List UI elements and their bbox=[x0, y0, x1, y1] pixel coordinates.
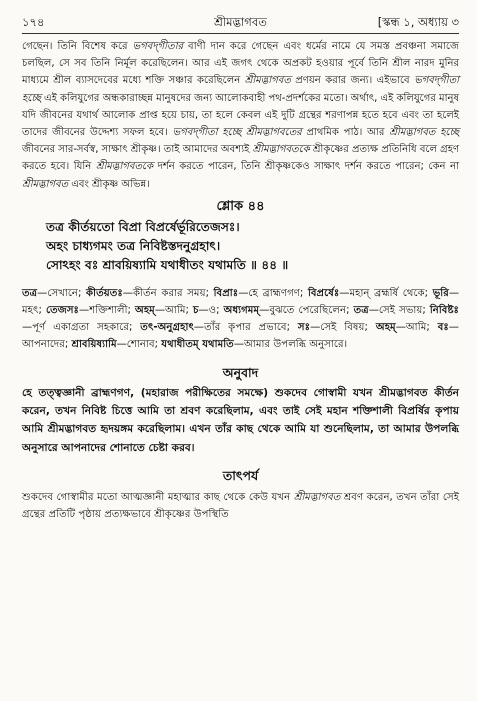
verse-line: অহং চাধ্যগমং তত্র নিবিষ্টস্তদনুগ্রহাৎ। bbox=[46, 238, 221, 253]
synonym-word: তত্র bbox=[22, 287, 38, 299]
sloka-verse bbox=[22, 218, 459, 275]
sloka-title: শ্লোক ৪৪ bbox=[216, 198, 265, 214]
synonym-meaning: —পূর্ণ একাগ্রতা সহকারে; bbox=[22, 322, 141, 334]
synonym-meaning: —আপনাদের; bbox=[22, 322, 459, 351]
synonym-meaning: —বুঝতে পেরেছিলেন; bbox=[259, 305, 354, 317]
synonym-meaning: —সেই সভায়; bbox=[368, 305, 430, 317]
purport-heading: তাৎপর্য bbox=[222, 467, 259, 483]
synonym-meaning: —শক্তিশালী; bbox=[79, 305, 135, 317]
synonym-meaning: —সেখানে; bbox=[37, 287, 87, 299]
synonym-word: অহম্ bbox=[375, 322, 396, 334]
book-page bbox=[22, 10, 459, 523]
synonym-meaning: —আমি; bbox=[154, 305, 193, 317]
synonym-meaning: —আমার উপলব্ধি অনুসারে। bbox=[233, 339, 348, 351]
synonym-meaning: —তাঁর কৃপার প্রভাবে; bbox=[193, 322, 298, 334]
synonym-meaning: —ও; bbox=[198, 305, 224, 317]
synonym-word: শ্রাবয়িষ্যামি bbox=[71, 339, 117, 351]
synonym-word: চ bbox=[192, 305, 199, 317]
purport-paragraph: শুকদেব গোস্বামীর মতো আত্মজ্ঞানী মহাত্মার কাছ থেকে কেউ যখন শ্রীমদ্ভাগবত শ্রবণ করেন, তখন তাঁরা সেই গ্রন্থের প্রতিটি পৃষ্ঠায় প্রত্যক্ষভাবে শ্রীকৃষ্ণের উপস্থিতি bbox=[22, 491, 459, 521]
synonym-meaning: —আমি; bbox=[395, 322, 438, 334]
synonym-meaning: —শোনাব; bbox=[116, 339, 162, 351]
synonym-word: নিবিষ্টঃ bbox=[429, 305, 459, 317]
synonym-word: বিপ্রাঃ bbox=[213, 287, 239, 299]
book-title: শ্রীমদ্ভাগবত bbox=[214, 15, 267, 29]
intro-paragraph: গেছেন। তিনি বিশেষ করে ভগবদ্‌গীতার বাণী দান করে গেছেন এবং ধর্মের নামে যে সমস্ত প্রবঞ্চনা সমাজে চলছিল, সে সব তিনি নির্মূল করেছিলেন। আর এই জগৎ থেকে অপ্রকট হওয়ার পূর্বে তিনি শ্রীল নারদ মুনির মাধ্যমে শ্রীল ব্যাসদেবের মধ্যে শক্তি সঞ্চার করেছিলেন শ্রীমদ্ভাগবত প্রণয়ন করার জন্য। এইভাবে ভগবদ্‌গীতা হচ্ছে এই কলিযুগের অন্ধকারাচ্ছন্ন মানুষদের জন্য আলোকবাহী পথ-প্রদর্শকের মতো। অর্থাৎ, এই কলিযুগের মানুষ যদি জীবনের যথার্থ আলোক প্রাপ্ত হয়ে চায়, তা হলে কেবল এই দুটি গ্রন্থের শরণাপন্ন হতে হবে এবং তা হলেই তাদের জীবনের উদ্দেশ্য সফল হবে। ভগবদ্‌গীতা হচ্ছে শ্রীমদ্ভাগবতের প্রাথমিক পাঠ। আর শ্রীমদ্ভাগবত হচ্ছে জীবনের সার-সর্বস্ব, সাক্ষাৎ শ্রীকৃষ্ণ। তাই আমাদের অবশ্যই শ্রীমদ্ভাগবতকে শ্রীকৃষ্ণের প্রত্যক্ষ প্রতিনিধি বলে গ্রহণ করতে হবে। যিনি শ্রীমদ্ভাগবতকে দর্শন করতে পারেন, তিনি শ্রীকৃষ্ণকেও সাক্ষাৎ দর্শন করতে পারেন; কেন না শ্রীমদ্ভাগবত এবং শ্রীকৃষ্ণ অভিন্ন। bbox=[22, 41, 460, 190]
verse-line: তত্র কীর্তয়তো বিপ্রা বিপ্রর্ষের্ভূরিতেজসঃ। bbox=[46, 219, 240, 234]
synonym-word: সঃ bbox=[297, 322, 311, 334]
translation-heading: অনুবাদ bbox=[222, 364, 259, 380]
synonym-meaning: —মহান্ ব্রহ্মর্ষি থেকে; bbox=[339, 287, 433, 299]
page-number: ১৭৪ bbox=[22, 15, 45, 29]
synonym-word: বঃ bbox=[437, 322, 449, 334]
page-header bbox=[22, 10, 459, 32]
synonym-word: অধ্যগমম্ bbox=[223, 305, 260, 317]
chapter-reference: [স্কন্ধ ১, অধ্যায় ৩ bbox=[377, 15, 459, 29]
translation-paragraph: হে তত্ত্বজ্ঞানী ব্রাহ্মণগণ, (মহারাজ পরীক্ষিতের সমক্ষে) শুকদেব গোস্বামী যখন শ্রীমদ্ভাগবত কীর্তন করেন, তখন নিবিষ্ট চিত্তে আমি তা শ্রবণ করেছিলাম, এবং তাই সেই মহান শক্তিশালী বিপ্রর্ষির কৃপায় আমি শ্রীমদ্ভাগবত হৃদয়ঙ্গম করেছিলাম। এখন তাঁর কাছ থেকে আমি যা শুনেছিলাম, তা আমার উপলব্ধি অনুসারে আপনাদের শোনাতে চেষ্টা করব। bbox=[22, 386, 459, 454]
synonym-meaning: —মহৎ; bbox=[22, 287, 459, 317]
synonym-word: যথাধীতম্ যথামতি bbox=[161, 339, 234, 351]
synonym-word: তৎ-অনুগ্রহাৎ bbox=[140, 322, 194, 334]
synonym-word: কীর্তয়তঃ bbox=[86, 287, 123, 299]
synonym-meaning: —সেই বিষয়; bbox=[310, 322, 376, 334]
synonym-meaning: —কীর্তন করার সময়; bbox=[122, 287, 214, 299]
synonym-meaning: —হে ব্রাহ্মণগণ; bbox=[238, 287, 308, 299]
synonym-word: বিপ্রর্ষেঃ bbox=[307, 287, 340, 299]
synonym-word: অহম্ bbox=[135, 305, 155, 317]
header-divider bbox=[22, 33, 459, 34]
synonym-word: ভূরি bbox=[432, 287, 449, 299]
synonym-word: তত্র bbox=[353, 305, 369, 317]
verse-line: সোঽহং বঃ শ্রাবয়িষ্যামি যথাধীতং যথামতি ॥ ৪৪ ॥ bbox=[46, 257, 289, 272]
synonyms-paragraph bbox=[22, 285, 459, 354]
synonym-word: তেজসঃ bbox=[45, 305, 79, 317]
